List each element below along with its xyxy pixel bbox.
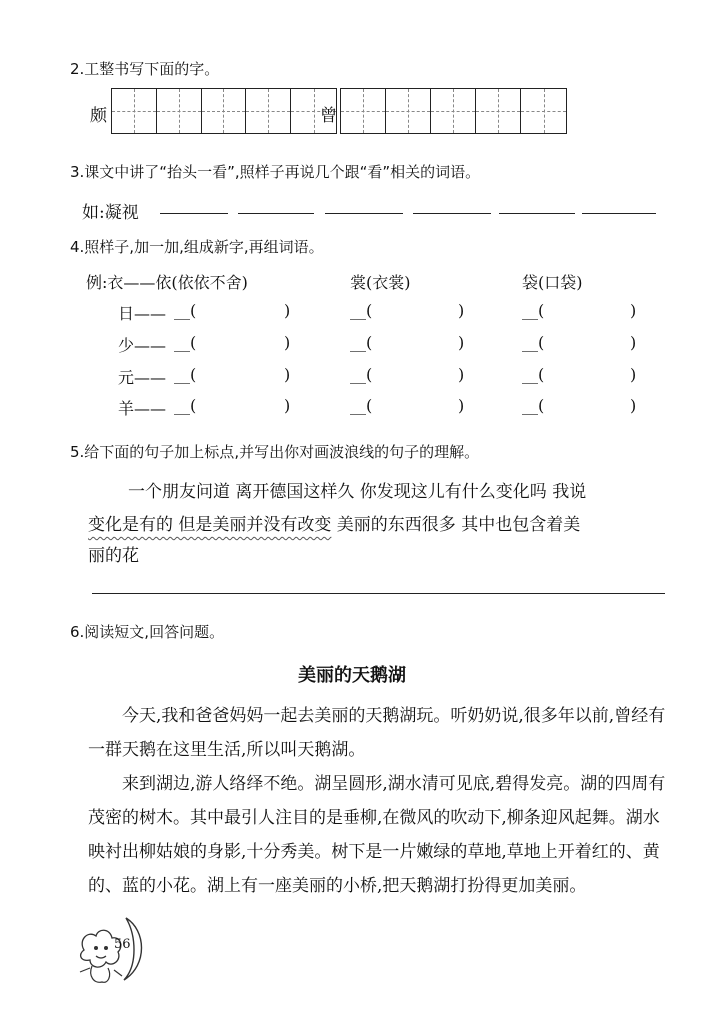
- q5-sentence-line-1: 一个朋友问道 离开德国这样久 你发现这儿有什么变化吗 我说: [128, 482, 587, 502]
- answer-line[interactable]: [413, 213, 491, 214]
- q4-close: ): [458, 396, 465, 415]
- q4-blank[interactable]: __(: [174, 301, 197, 320]
- q4-close: ): [458, 365, 465, 384]
- q4-blank[interactable]: __(: [350, 365, 373, 384]
- q4-blank[interactable]: __(: [522, 365, 545, 384]
- q4-blank[interactable]: __(: [350, 333, 373, 352]
- q4-blank[interactable]: __(: [350, 301, 373, 320]
- q4-close: ): [284, 396, 291, 415]
- q6-prompt: 6.阅读短文,回答问题。: [70, 623, 225, 641]
- passage-paragraph: 来到湖边,游人络绎不绝。湖呈圆形,湖水清可见底,碧得发亮。湖的四周有茂密的树木。其中最引人注目的是垂柳,在微风的吹动下,柳条迎风起舞。湖水映衬出柳姑娘的身影,十分秀美。树下是一片嫩绿的草地,草地上开着红的、黄的、蓝的小花。湖上有一座美丽的小桥,把天鹅湖打扮得更加美丽。: [88, 774, 666, 896]
- answer-line[interactable]: [325, 213, 403, 214]
- passage-title: 美丽的天鹅湖: [298, 665, 406, 686]
- page-number: 56: [114, 937, 131, 952]
- q3-example: 如:凝视: [82, 203, 139, 223]
- passage-paragraph: 今天,我和爸爸妈妈一起去美丽的天鹅湖玩。听奶奶说,很多年以前,曾经有一群天鹅在这里生活,所以叫天鹅湖。: [88, 706, 666, 760]
- q4-row-label: 羊——: [118, 399, 167, 418]
- q3-prompt: 3.课文中讲了“抬头一看”,照样子再说几个跟“看”相关的词语。: [70, 163, 481, 181]
- q5-prompt: 5.给下面的句子加上标点,并写出你对画波浪线的句子的理解。: [70, 443, 480, 461]
- answer-line[interactable]: [582, 213, 656, 214]
- q5-sentence-rest: 美丽的东西很多 其中也包含着美: [331, 515, 581, 535]
- q4-close: ): [458, 301, 465, 320]
- mascot-decoration-icon: [66, 910, 156, 990]
- answer-line[interactable]: [238, 213, 314, 214]
- q5-sentence-line-3: 丽的花: [88, 546, 139, 566]
- q4-close: ): [630, 301, 637, 320]
- q4-row-label: 日——: [118, 304, 167, 323]
- q4-blank[interactable]: __(: [522, 301, 545, 320]
- q4-blank[interactable]: __(: [174, 333, 197, 352]
- writing-grid-1[interactable]: [111, 88, 337, 134]
- q5-answer-line[interactable]: [92, 593, 665, 594]
- answer-line[interactable]: [499, 213, 575, 214]
- q4-close: ): [630, 333, 637, 352]
- q4-row-label: 少——: [118, 336, 167, 355]
- writing-grid-2[interactable]: [340, 88, 567, 134]
- q4-example-2: 裳(衣裳): [350, 273, 411, 292]
- q4-close: ): [284, 301, 291, 320]
- wavy-underlined-sentence: 变化是有的 但是美丽并没有改变: [88, 515, 332, 535]
- q4-row-label: 元——: [118, 368, 167, 387]
- q4-close: ): [630, 396, 637, 415]
- q4-blank[interactable]: __(: [174, 396, 197, 415]
- answer-line[interactable]: [160, 213, 228, 214]
- q2-char-2: 曾: [320, 106, 337, 126]
- q4-close: ): [630, 365, 637, 384]
- q4-close: ): [458, 333, 465, 352]
- q4-example-1: 例:衣——依(依依不舍): [86, 273, 248, 292]
- passage-body: [88, 699, 668, 903]
- q4-blank[interactable]: __(: [350, 396, 373, 415]
- q4-blank[interactable]: __(: [522, 396, 545, 415]
- q2-char-1: 颇: [90, 106, 107, 126]
- q5-sentence-line-2: [88, 510, 580, 535]
- q4-blank[interactable]: __(: [174, 365, 197, 384]
- q4-blank[interactable]: __(: [522, 333, 545, 352]
- q4-close: ): [284, 365, 291, 384]
- q4-close: ): [284, 333, 291, 352]
- q4-example-3: 袋(口袋): [522, 273, 583, 292]
- q4-prompt: 4.照样子,加一加,组成新字,再组词语。: [70, 238, 324, 256]
- q2-prompt: 2.工整书写下面的字。: [70, 60, 220, 78]
